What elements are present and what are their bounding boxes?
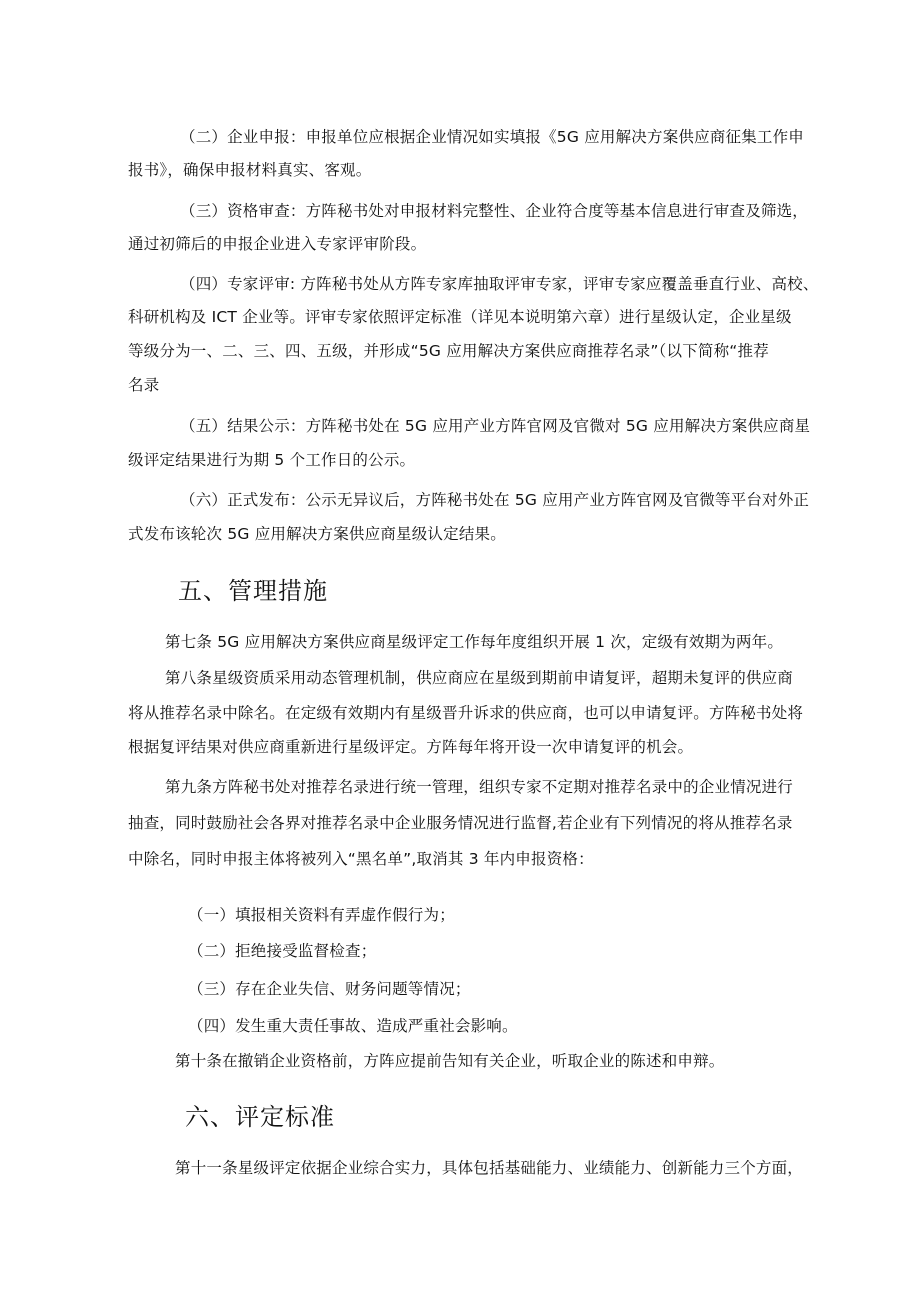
paragraph-line: 名录 xyxy=(128,376,160,394)
list-item: （一）填报相关资料有弄虚作假行为； xyxy=(188,906,455,924)
paragraph-line: 第九条方阵秘书处对推荐名录进行统一管理，组织专家不定期对推荐名录中的企业情况进行 xyxy=(165,778,794,796)
paragraph-line: （六）正式发布：公示无异议后，方阵秘书处在 5G 应用产业方阵官网及官微等平台对外正 xyxy=(180,491,810,509)
paragraph-line: 科研机构及 ICT 企业等。评审专家依照评定标准（详见本说明第六章）进行星级认定，企业星级 xyxy=(128,308,792,326)
paragraph-line: 通过初筛后的申报企业进入专家评审阶段。 xyxy=(128,235,427,253)
paragraph-line: （三）资格审查：方阵秘书处对申报材料完整性、企业符合度等基本信息进行审查及筛选， xyxy=(180,202,809,220)
list-item: （三）存在企业失信、财务问题等情况； xyxy=(188,980,471,998)
article-7: 第七条 5G 应用解决方案供应商星级评定工作每年度组织开展 1 次，定级有效期为两年。 xyxy=(165,633,784,651)
paragraph-line: （五）结果公示：方阵秘书处在 5G 应用产业方阵官网及官微对 5G 应用解决方案供应商星 xyxy=(180,417,811,435)
paragraph-line: （二）企业申报：申报单位应根据企业情况如实填报《5G 应用解决方案供应商征集工作申 xyxy=(180,128,805,146)
paragraph-line: 第八条星级资质采用动态管理机制，供应商应在星级到期前申请复评，超期未复评的供应商 xyxy=(165,669,794,687)
article-10: 第十条在撤销企业资格前，方阵应提前告知有关企业，听取企业的陈述和申辩。 xyxy=(175,1052,725,1070)
paragraph-line: 抽查，同时鼓励社会各界对推荐名录中企业服务情况进行监督,若企业有下列情况的将从推荐名录 xyxy=(128,814,793,832)
article-11: 第十一条星级评定依据企业综合实力，具体包括基础能力、业绩能力、创新能力三个方面， xyxy=(175,1159,804,1177)
paragraph-line: 中除名，同时申报主体将被列入“黑名单”,取消其 3 年内申报资格： xyxy=(128,850,594,868)
list-item: （四）发生重大责任事故、造成严重社会影响。 xyxy=(188,1017,518,1035)
list-item: （二）拒绝接受监督检查； xyxy=(188,942,377,960)
paragraph-line: 根据复评结果对供应商重新进行星级评定。方阵每年将开设一次申请复评的机会。 xyxy=(128,738,694,756)
section-heading: 六、评定标准 xyxy=(185,1103,335,1131)
paragraph-line: 级评定结果进行为期 5 个工作日的公示。 xyxy=(128,451,416,469)
paragraph-line: （四）专家评审: 方阵秘书处从方阵专家库抽取评审专家，评审专家应覆盖垂直行业、高校、 xyxy=(180,275,819,293)
section-heading: 五、管理措施 xyxy=(178,577,328,605)
paragraph-line: 式发布该轮次 5G 应用解决方案供应商星级认定结果。 xyxy=(128,525,506,543)
paragraph-line: 将从推荐名录中除名。在定级有效期内有星级晋升诉求的供应商，也可以申请复评。方阵秘书处将 xyxy=(128,704,804,722)
paragraph-line: 报书》，确保申报材料真实、客观。 xyxy=(128,161,372,179)
paragraph-line: 等级分为一、二、三、四、五级，并形成“5G 应用解决方案供应商推荐名录”（以下简称“推荐 xyxy=(128,342,769,360)
